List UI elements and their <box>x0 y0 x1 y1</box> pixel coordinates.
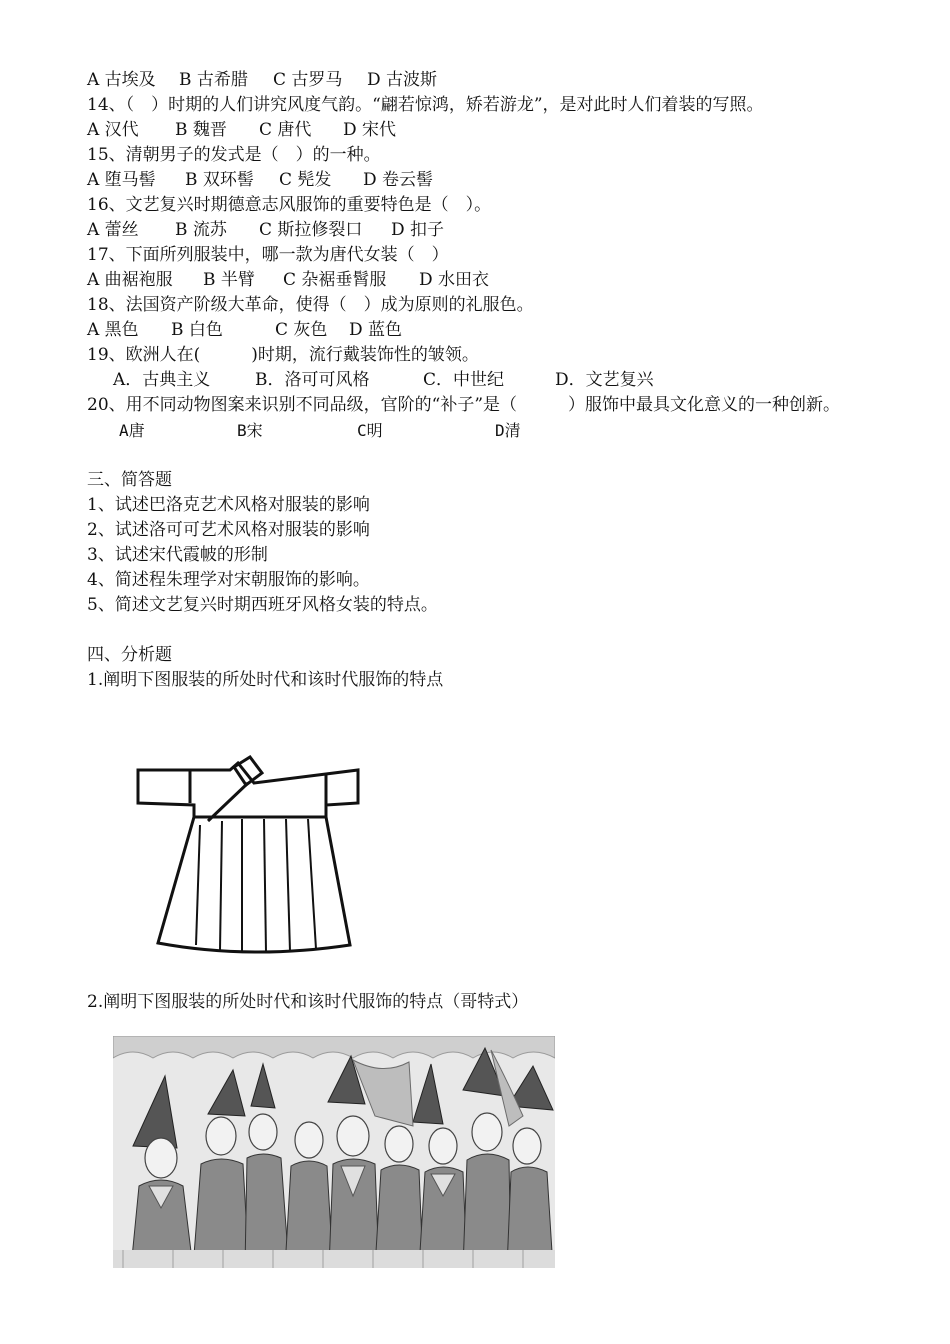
q20-option-b: B宋 <box>237 421 263 440</box>
q13-option-b: B 古希腊 <box>179 70 248 90</box>
q19-text: 19、欧洲人在( )时期，流行戴装饰性的皱领。 <box>87 345 479 365</box>
q15-option-a: A 堕马髻 <box>87 170 156 190</box>
q16-options <box>87 218 897 243</box>
q18-options <box>87 318 897 343</box>
q18-option-d: D 蓝色 <box>349 320 403 340</box>
q20-option-a: A唐 <box>119 421 145 440</box>
q20-option-c: C明 <box>357 421 383 440</box>
document-page <box>87 68 897 693</box>
q17-option-a: A 曲裾袍服 <box>87 270 173 290</box>
q19-option-b: B．洛可可风格 <box>255 370 370 390</box>
q19-options <box>87 368 897 393</box>
q20-option-d: D清 <box>495 421 521 440</box>
q14-options <box>87 118 897 143</box>
q14-option-b: B 魏晋 <box>175 120 227 140</box>
section3-title: 三、简答题 <box>87 470 172 490</box>
q13-option-c: C 古罗马 <box>273 70 343 90</box>
q16-text: 16、文艺复兴时期德意志风服饰的重要特色是（ ）。 <box>87 195 492 215</box>
q13-options <box>87 68 897 93</box>
q14-text: 14、（ ）时期的人们讲究风度气韵。“翩若惊鸿，矫若游龙”，是对此时人们着装的写照。 <box>87 95 764 115</box>
section3-item-2: 2、试述洛可可艺术风格对服装的影响 <box>87 520 370 540</box>
q14-option-a: A 汉代 <box>87 120 139 140</box>
section4-title: 四、分析题 <box>87 645 172 665</box>
q15-option-d: D 卷云髻 <box>363 170 434 190</box>
q13-option-d: D 古波斯 <box>367 70 438 90</box>
q16-option-b: B 流苏 <box>175 220 227 240</box>
q20-text: 20、用不同动物图案来识别不同品级，官阶的“补子”是（ ）服饰中最具文化意义的一种创新。 <box>87 395 841 415</box>
q13-option-a: A 古埃及 <box>87 70 156 90</box>
robe-drawing <box>130 755 365 965</box>
section3-item-1: 1、试述巴洛克艺术风格对服装的影响 <box>87 495 370 515</box>
q17-option-c: C 杂裾垂髾服 <box>283 270 387 290</box>
q15-option-b: B 双环髻 <box>185 170 254 190</box>
q17-option-d: D 水田衣 <box>419 270 490 290</box>
q19-option-a: A．古典主义 <box>113 370 211 390</box>
q18-option-c: C 灰色 <box>275 320 328 340</box>
gothic-women-illustration <box>113 1036 555 1268</box>
section4-question-1: 1.阐明下图服装的所处时代和该时代服饰的特点 <box>87 670 444 690</box>
q14-option-c: C 唐代 <box>259 120 312 140</box>
q17-text: 17、下面所列服装中，哪一款为唐代女装（ ） <box>87 245 449 265</box>
q16-option-a: A 蕾丝 <box>87 220 139 240</box>
section3-item-5: 5、简述文艺复兴时期西班牙风格女装的特点。 <box>87 595 438 615</box>
q19-option-c: C．中世纪 <box>423 370 505 390</box>
section4-question-2: 2.阐明下图服装的所处时代和该时代服饰的特点（哥特式） <box>87 992 529 1012</box>
q15-options <box>87 168 897 193</box>
q15-text: 15、清朝男子的发式是（ ）的一种。 <box>87 145 381 165</box>
section3-item-3: 3、试述宋代霞帔的形制 <box>87 545 268 565</box>
q19-option-d: D．文艺复兴 <box>555 370 654 390</box>
q14-option-d: D 宋代 <box>343 120 397 140</box>
section3-item-4: 4、简述程朱理学对宋朝服饰的影响。 <box>87 570 370 590</box>
q17-option-b: B 半臂 <box>203 270 255 290</box>
q17-options <box>87 268 897 293</box>
q15-option-c: C 髡发 <box>279 170 332 190</box>
q16-option-c: C 斯拉修裂口 <box>259 220 363 240</box>
q16-option-d: D 扣子 <box>391 220 445 240</box>
q18-option-b: B 白色 <box>171 320 223 340</box>
q18-option-a: A 黑色 <box>87 320 139 340</box>
q18-text: 18、法国资产阶级大革命，使得（ ）成为原则的礼服色。 <box>87 295 534 315</box>
q20-options <box>87 418 897 443</box>
